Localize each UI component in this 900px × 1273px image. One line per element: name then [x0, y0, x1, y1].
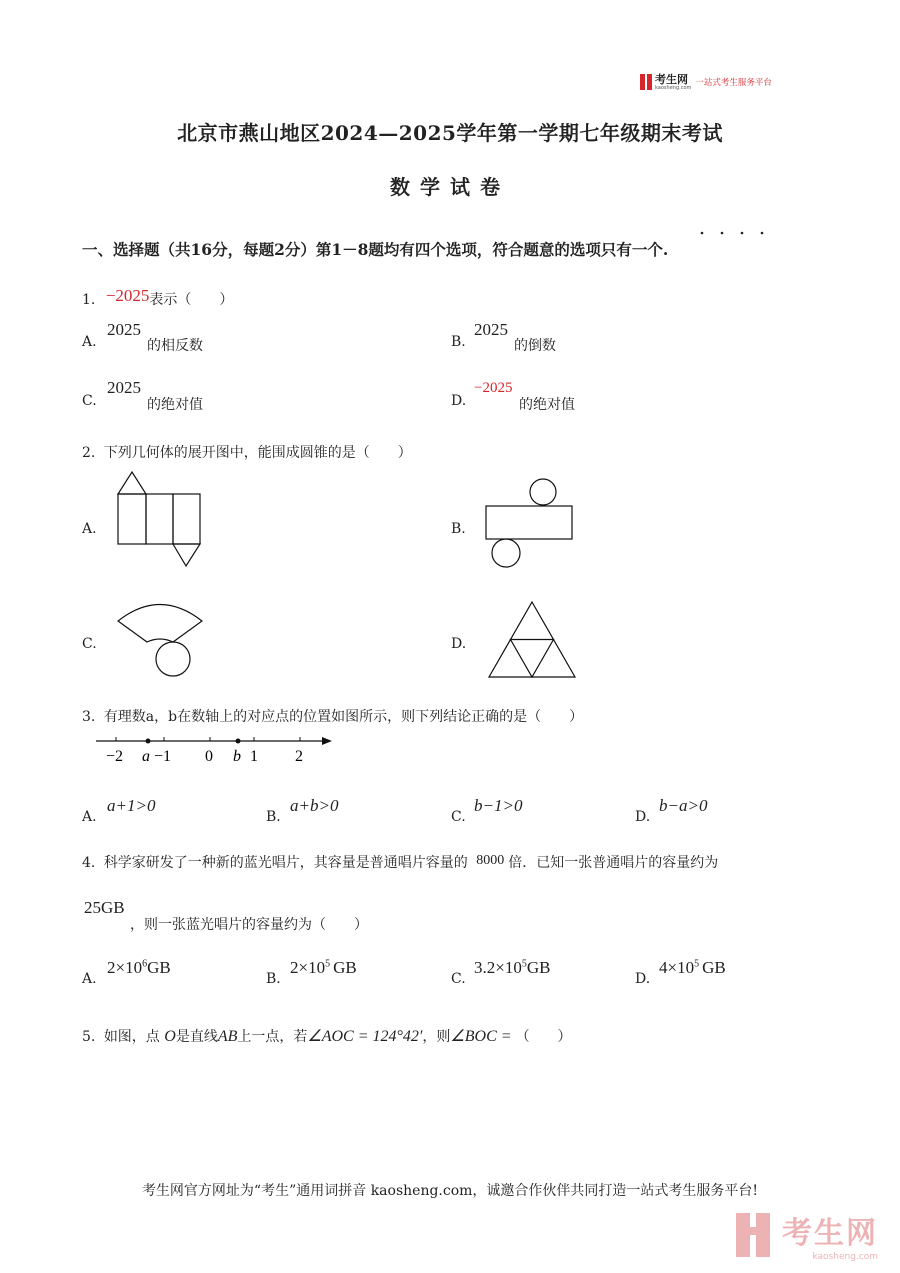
q4-a-label: A. — [82, 971, 97, 987]
q2-c-label: C. — [82, 636, 97, 652]
q1-c-text: 的绝对值 — [147, 397, 203, 413]
tick-b: b — [233, 748, 241, 765]
exam-subtitle: 数学试卷 — [390, 175, 510, 199]
q1-b-math: 2025 — [474, 320, 508, 339]
q5-number: 5. — [82, 1029, 96, 1045]
q4-c-math — [474, 958, 550, 978]
q1-stem — [82, 286, 234, 309]
emphasis-dots — [700, 230, 770, 236]
footer-text: 考生网官方网址为“考生”通用词拼音 kaosheng.com，诚邀合作伙伴共同打造一站式考生服务平台! — [141, 1183, 759, 1199]
tick-1: 1 — [250, 748, 258, 765]
q4-number: 4. — [82, 855, 96, 871]
tick-a: a — [142, 748, 150, 765]
q4-stem-text2: 倍．已知一张普通唱片的容量约为 — [508, 855, 719, 871]
q1-c-label: C. — [82, 393, 97, 409]
q1-a-text: 的相反数 — [147, 338, 203, 354]
q5-text3: 上一点，若 — [237, 1029, 308, 1045]
q5-text1: 如图，点 — [103, 1029, 160, 1045]
watermark-icon — [736, 1213, 776, 1257]
q3-d-label: D. — [635, 809, 651, 825]
q5-angle-aoc: ∠AOC = 124°42′ — [307, 1028, 423, 1045]
q3-number: 3. — [82, 709, 96, 725]
q4-b-math — [290, 958, 357, 978]
tick-2: 2 — [295, 748, 303, 765]
q4-d-unit: GB — [702, 958, 726, 977]
q4-b-exp: 5 — [325, 958, 331, 970]
q5-angle-boc: ∠BOC = — [450, 1028, 512, 1045]
logo-name: 考生网 — [655, 72, 688, 86]
q1-stem-text: 表示（ ） — [149, 292, 234, 308]
q3-stem-text: 有理数a，b在数轴上的对应点的位置如图所示，则下列结论正确的是（ ） — [103, 709, 584, 725]
q4-a-unit: GB — [147, 958, 171, 977]
q3-b-label: B. — [266, 809, 281, 825]
q3-stem — [82, 706, 583, 726]
q2-b-label: B. — [451, 521, 466, 537]
q3-c-label: C. — [451, 809, 466, 825]
q3-d-math: b−a>0 — [659, 796, 708, 815]
q2-number: 2. — [82, 445, 96, 461]
q4-c-exp: 5 — [521, 958, 527, 970]
q5-stem — [82, 1026, 572, 1046]
q1-a-math: 2025 — [107, 320, 141, 339]
q4-stem-text1: 科学家研发了一种新的蓝光唱片，其容量是普通唱片容量的 — [103, 855, 468, 871]
q2-stem — [82, 442, 412, 462]
q2-d-figure — [487, 600, 579, 680]
q2-d-label: D. — [451, 636, 467, 652]
q4-stem — [82, 852, 718, 872]
exam-title: 北京市燕山地区2024—2025学年第一学期七年级期末考试 — [177, 121, 723, 145]
q4-b-unit: GB — [333, 958, 357, 977]
q3-c-math: b−1>0 — [474, 796, 523, 815]
q2-stem-text: 下列几何体的展开图中，能围成圆锥的是（ ） — [103, 445, 412, 461]
q1-number: 1. — [82, 292, 96, 308]
q4-d-math — [659, 958, 726, 978]
q4-line2-text: ，则一张蓝光唱片的容量约为（ ） — [130, 917, 368, 933]
point-b — [236, 739, 241, 744]
tick-neg2: −2 — [106, 748, 124, 765]
watermark-name: 考生网 — [782, 1216, 878, 1251]
q4-a-exp: 6 — [142, 958, 148, 970]
logo-icon — [640, 74, 652, 90]
q4-b-base: 2×10 — [290, 958, 326, 977]
q1-b-text: 的倒数 — [514, 338, 556, 354]
q2-a-label: A. — [82, 521, 97, 537]
q3-b-math: a+b>0 — [290, 796, 339, 815]
q4-stem-number: 8000 — [476, 853, 505, 868]
q1-d-label: D. — [451, 393, 467, 409]
q4-line2-math: 25GB — [84, 898, 125, 917]
q1-d-text: 的绝对值 — [519, 397, 575, 413]
q4-b-label: B. — [266, 971, 281, 987]
q1-a-label: A. — [82, 334, 97, 350]
q4-d-label: D. — [635, 971, 651, 987]
q4-a-base: 2×10 — [107, 958, 143, 977]
q4-c-unit: GB — [526, 958, 551, 977]
q5-line-ab: AB — [217, 1028, 238, 1045]
brand-logo — [640, 72, 772, 92]
point-a — [146, 739, 151, 744]
logo-slogan: 一站式考生服务平台 — [695, 78, 772, 88]
section-heading: 一、选择题（共16分，每题2分）第1－8题均有四个选项，符合题意的选项只有一个. — [82, 240, 669, 259]
q4-c-label: C. — [451, 971, 466, 987]
watermark-domain: kaosheng.com — [812, 1252, 878, 1262]
watermark — [736, 1208, 878, 1262]
q1-stem-math: −2025 — [105, 286, 150, 305]
q4-d-exp: 5 — [694, 958, 700, 970]
tick-neg1: −1 — [154, 748, 172, 765]
q3-number-line — [96, 733, 336, 767]
q4-d-base: 4×10 — [659, 958, 695, 977]
q1-b-label: B. — [451, 334, 466, 350]
q3-a-math: a+1>0 — [107, 796, 156, 815]
q2-a-figure — [118, 470, 203, 568]
q3-a-label: A. — [82, 809, 97, 825]
q1-d-math: −2025 — [474, 380, 513, 396]
q1-c-math: 2025 — [107, 378, 141, 397]
tick-0: 0 — [205, 748, 213, 765]
logo-domain: kaosheng.com — [655, 84, 692, 91]
q2-b-figure — [486, 478, 576, 570]
q2-c-figure — [116, 598, 206, 680]
q5-point-o: O — [164, 1028, 176, 1045]
q4-a-math — [107, 958, 171, 978]
q4-c-base: 3.2×10 — [474, 958, 522, 977]
q5-text4: ，则 — [422, 1029, 451, 1045]
q5-text2: 是直线 — [175, 1029, 218, 1045]
q5-text5: （ ） — [515, 1029, 572, 1045]
